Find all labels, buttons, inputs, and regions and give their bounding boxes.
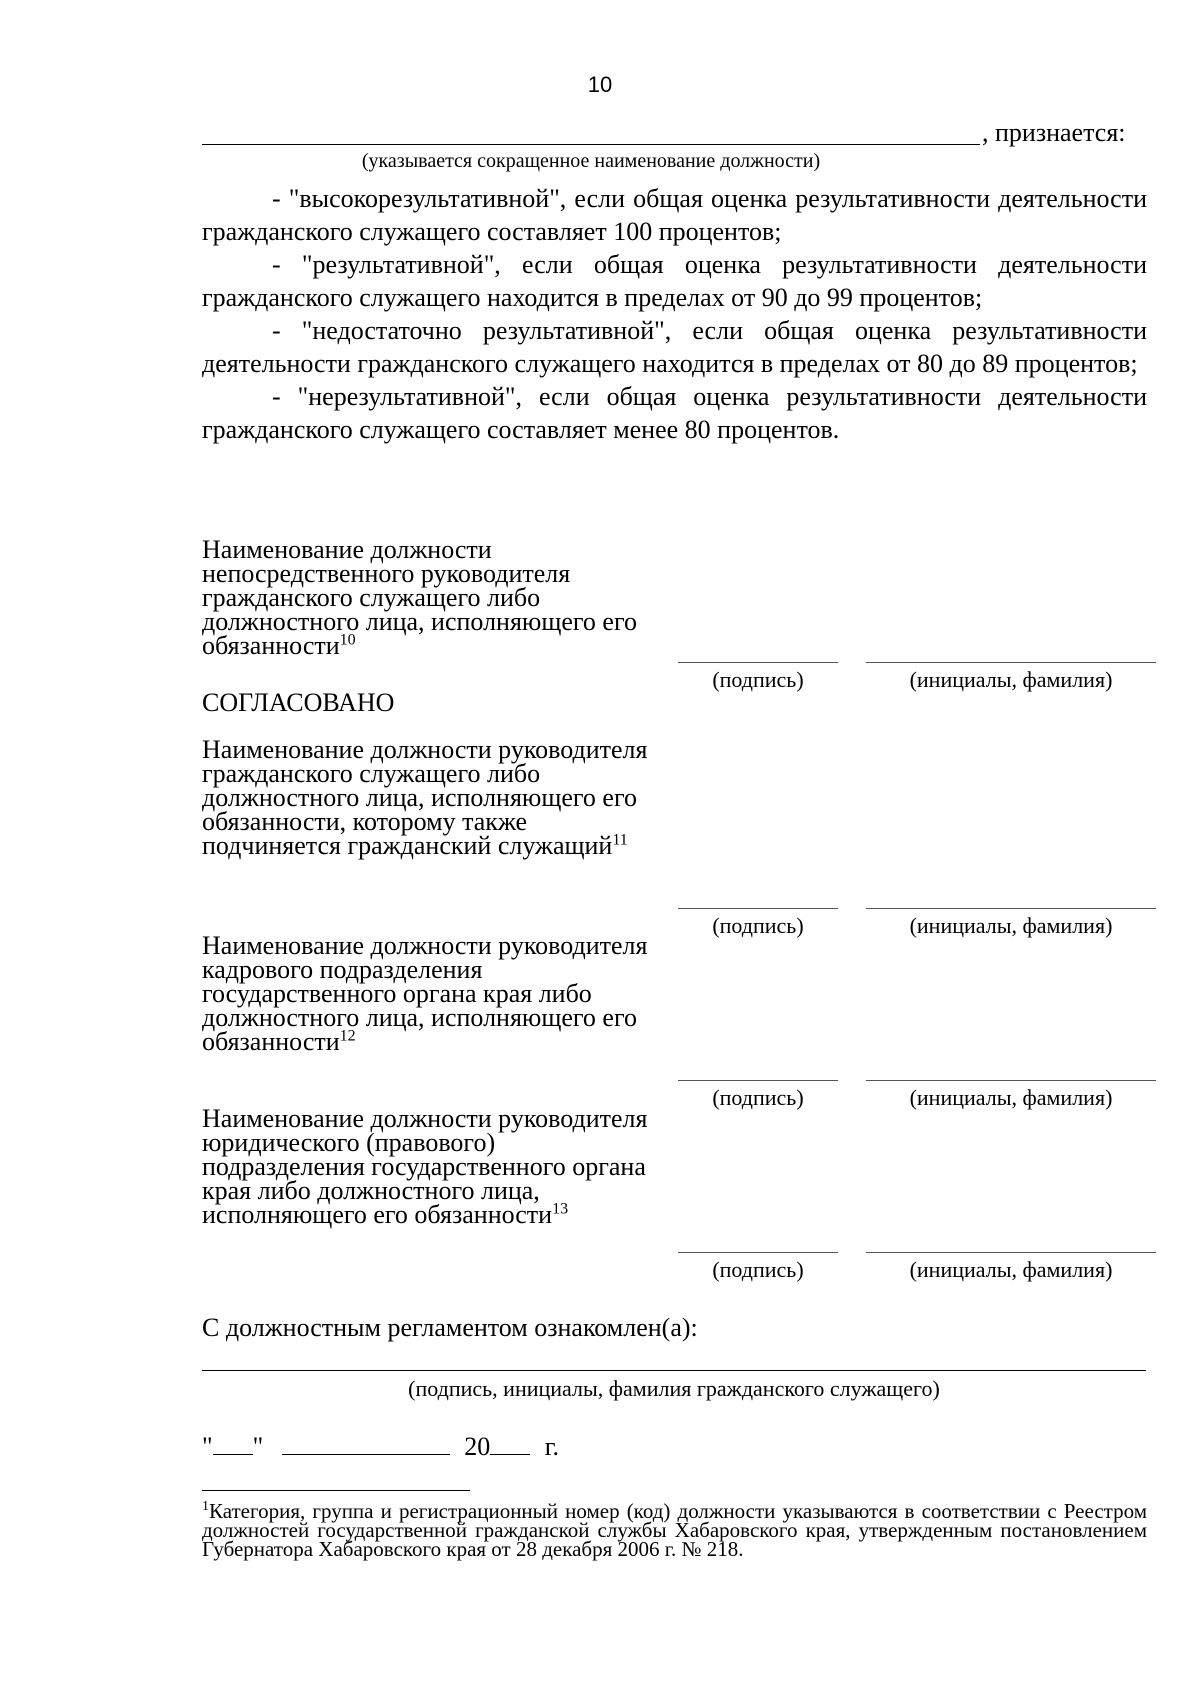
signature-label-text: Наименование должности руководителя гражданского служащего либо должностного лица, исполняющего его обязанности, которому также подчиняется гражданский служащий [202,735,648,860]
header-suffix: , признается: [982,118,1126,147]
footnote-mark: 1 [202,1499,209,1514]
paragraph-high-result: - "высокорезультативной", если общая оценка результативности деятельности гражданского служащего составляет 100 процентов; [202,184,1147,246]
name-caption: (инициалы, фамилия) [909,1257,1113,1282]
name-caption: (инициалы, фамилия) [909,913,1113,938]
signature-label-direct-manager [202,535,662,660]
signature-caption: (подпись) [712,1085,804,1110]
year-prefix: 20 [464,1432,491,1461]
signature-label-text: Наименование должности руководителя кадрового подразделения государственного органа края либо должностного лица, исполняющего его обязанности [202,931,648,1056]
name-caption: (инициалы, фамилия) [909,1085,1113,1110]
approved-heading: СОГЛАСОВАНО [202,688,395,717]
date-line [202,1432,559,1462]
name-line [866,908,1156,909]
name-line [866,1080,1156,1081]
page-number: 10 [587,72,613,97]
paragraph-result: - "результативной", если общая оценка результативности деятельности гражданского служащего находится в пределах от 90 до 99 процентов; [202,250,1147,312]
paragraph-no-result: - "нерезультативной", если общая оценка результативности деятельности гражданского служащего составляет менее 80 процентов. [202,382,1147,444]
day-blank [213,1454,253,1455]
evaluation-paragraphs [202,182,1147,446]
footnote [202,1497,1147,1559]
footnote-ref: 10 [339,631,356,649]
position-name-caption: (указывается сокращенное наименование должности) [361,150,821,172]
signature-label-legal-head [202,1104,662,1229]
name-line [866,662,1156,663]
signature-line [678,908,838,909]
year-suffix: г. [544,1432,559,1461]
signature-line [678,1252,838,1253]
signature-caption: (подпись) [712,913,804,938]
signature-label-text: Наименование должности непосредственного руководителя гражданского служащего либо должностного лица, исполняющего его обязанности [202,535,637,660]
signature-label-manager [202,735,662,860]
footnote-separator [202,1490,470,1491]
position-name-blank-line [202,144,980,145]
signature-line [678,1080,838,1081]
signature-caption: (подпись) [712,1257,804,1282]
acquaintance-signature-line [202,1370,1146,1371]
footnote-text: Категория, группа и регистрационный номер (код) должности указываются в соответствии с Реестром должностей государственной гражданской службы Хабаровского края, утвержденным постановлением Губернатора Хабаровского края от 28 декабря 2006 г. № 218. [202,1499,1147,1561]
year-blank [490,1454,530,1455]
paragraph-insufficient-result: - "недостаточно результативной", если общая оценка результативности деятельности гражданского служащего находится в пределах от 80 до 89 процентов; [202,316,1147,378]
signature-line [678,662,838,663]
signature-label-text: Наименование должности руководителя юридического (правового) подразделения государственного органа края либо должностного лица, исполняющего его обязанности [202,1104,648,1229]
footnote-ref: 12 [339,1027,356,1045]
date-quote-close: " [252,1432,264,1461]
acquaintance-text: С должностным регламентом ознакомлен(а): [202,1313,698,1342]
signature-label-hr-head [202,931,662,1056]
month-blank [282,1454,450,1455]
name-caption: (инициалы, фамилия) [909,667,1113,692]
date-quote-open: " [202,1432,213,1461]
footnote-ref: 13 [552,1200,569,1218]
name-line [866,1252,1156,1253]
signature-caption: (подпись) [712,667,804,692]
acquaintance-caption: (подпись, инициалы, фамилия гражданского служащего) [408,1376,940,1401]
footnote-ref: 11 [612,831,628,849]
